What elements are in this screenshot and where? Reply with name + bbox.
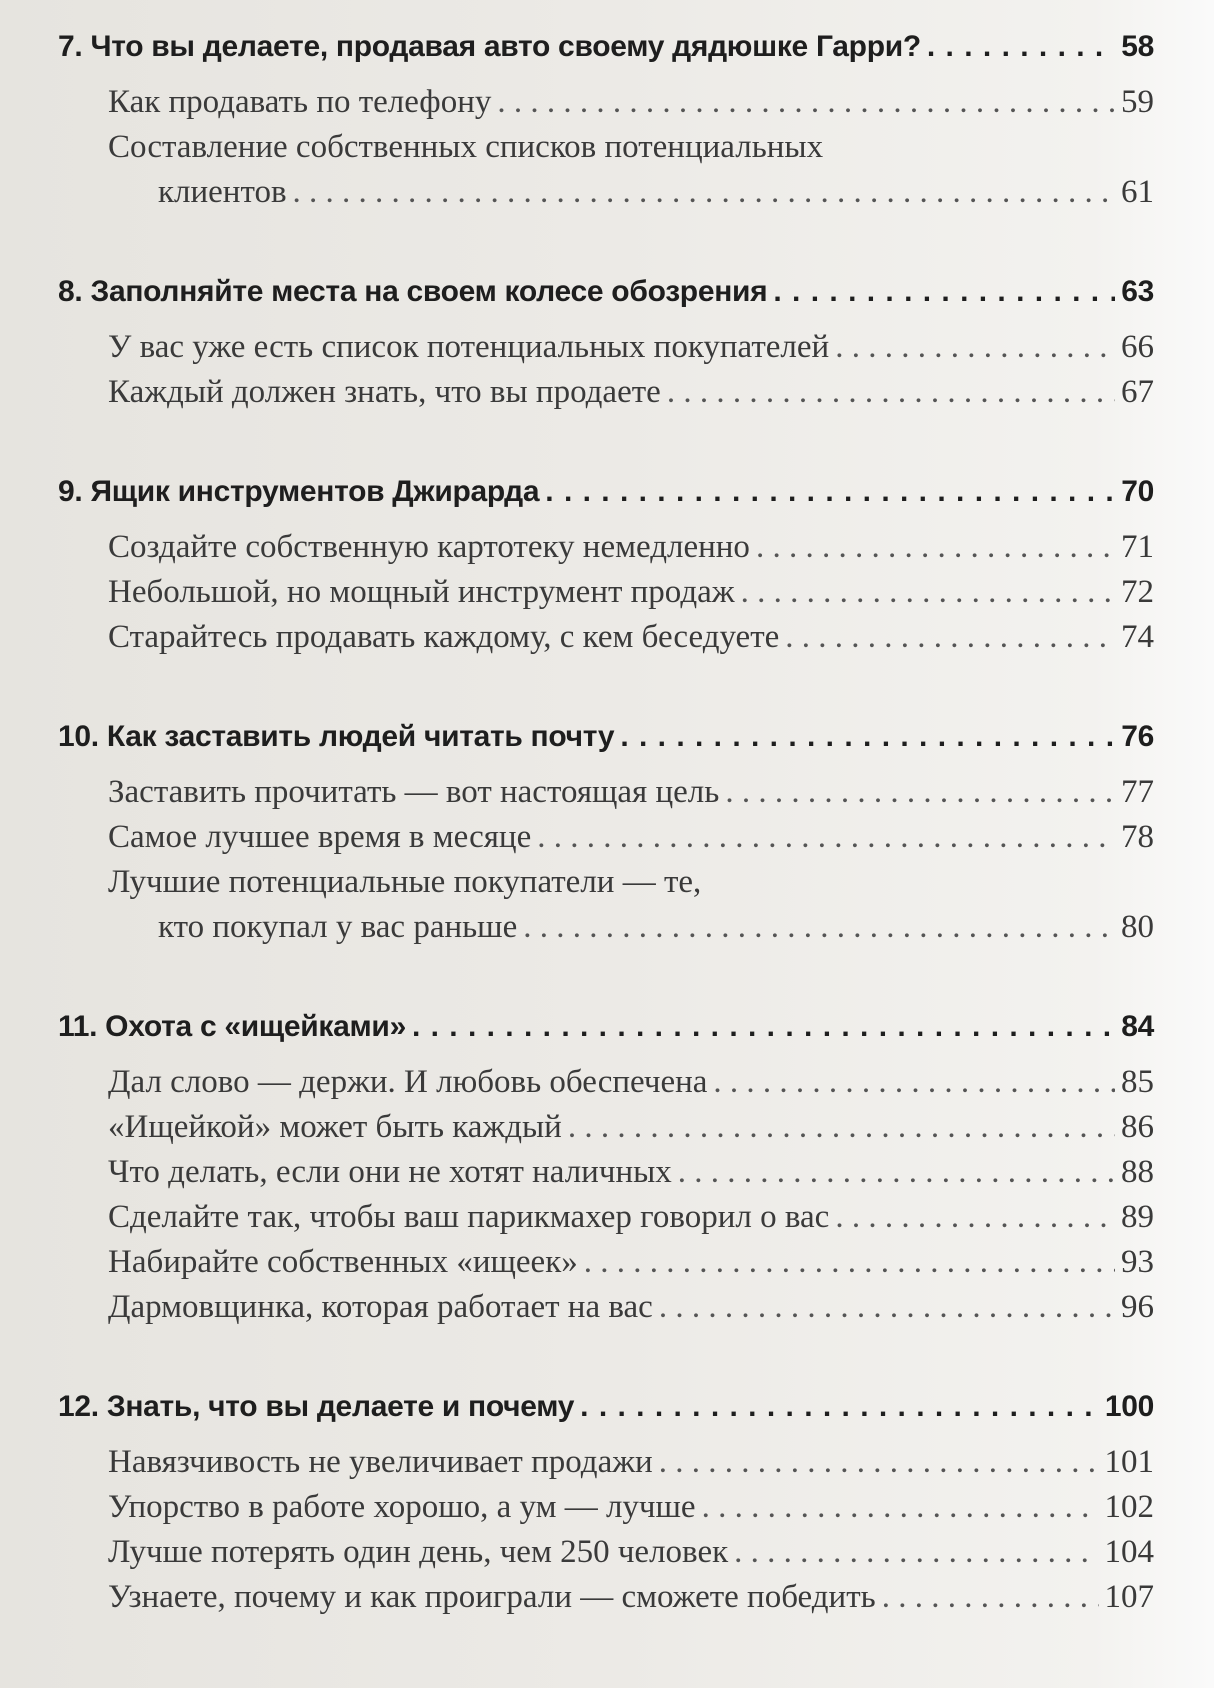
chapter-heading[interactable] <box>58 475 1154 521</box>
section-entry[interactable] <box>108 374 1154 419</box>
dot-leader <box>713 1064 1115 1101</box>
chapter-title: 11. Охота с «ищейками» <box>58 1010 406 1043</box>
section-title: Сделайте так, чтобы ваш парикмахер говорил о вас <box>108 1199 830 1235</box>
chapter-heading[interactable] <box>58 720 1154 766</box>
dot-leader <box>835 329 1115 366</box>
section-page-number: 59 <box>1121 84 1154 120</box>
chapter-10 <box>58 720 1154 954</box>
chapter-12 <box>58 1390 1154 1624</box>
dot-leader <box>497 84 1115 121</box>
section-entry[interactable] <box>108 84 1154 129</box>
section-page-number: 107 <box>1104 1579 1154 1615</box>
dot-leader <box>412 1010 1114 1044</box>
section-list <box>58 1064 1154 1334</box>
section-title: Лучше потерять один день, чем 250 человек <box>108 1534 729 1570</box>
dot-leader <box>678 1154 1115 1191</box>
dot-leader <box>835 1199 1115 1236</box>
section-title-line[interactable]: Лучшие потенциальные покупатели — те, <box>108 864 702 900</box>
section-entry[interactable] <box>108 1534 1154 1579</box>
section-title: Небольшой, но мощный инструмент продаж <box>108 574 735 610</box>
section-page-number: 104 <box>1104 1534 1154 1570</box>
section-title: Старайтесь продавать каждому, с кем беседуете <box>108 619 780 655</box>
dot-leader <box>620 720 1115 754</box>
chapter-8 <box>58 275 1154 419</box>
chapter-page-number: 70 <box>1121 475 1154 508</box>
dot-leader <box>580 1390 1099 1424</box>
section-title: Заставить прочитать — вот настоящая цель <box>108 774 720 810</box>
section-list <box>58 329 1154 419</box>
section-page-number: 74 <box>1121 619 1154 655</box>
dot-leader <box>734 1534 1098 1571</box>
section-title-continuation: кто покупал у вас раньше <box>158 909 518 945</box>
dot-leader <box>756 529 1115 566</box>
chapter-page-number: 63 <box>1121 275 1154 308</box>
section-page-number: 78 <box>1121 819 1154 855</box>
dot-leader <box>882 1579 1099 1616</box>
section-page-number: 61 <box>1121 174 1154 210</box>
section-list <box>58 529 1154 664</box>
chapter-page-number: 100 <box>1104 1390 1154 1423</box>
section-entry[interactable] <box>108 1154 1154 1199</box>
section-title: Навязчивость не увеличивает продажи <box>108 1444 653 1480</box>
section-entry[interactable] <box>108 574 1154 619</box>
dot-leader <box>667 374 1115 411</box>
chapter-title: 10. Как заставить людей читать почту <box>58 720 615 753</box>
section-entry[interactable] <box>108 1199 1154 1244</box>
section-entry[interactable] <box>108 1289 1154 1334</box>
dot-leader <box>584 1244 1115 1281</box>
section-page-number: 96 <box>1121 1289 1154 1325</box>
chapter-page-number: 76 <box>1121 720 1154 753</box>
chapter-heading[interactable] <box>58 30 1154 76</box>
chapter-title: 8. Заполняйте места на своем колесе обозрения <box>58 275 768 308</box>
section-title: У вас уже есть список потенциальных покупателей <box>108 329 830 365</box>
section-page-number: 85 <box>1121 1064 1154 1100</box>
section-page-number: 66 <box>1121 329 1154 365</box>
section-title-continuation: клиентов <box>158 174 287 210</box>
dot-leader <box>741 574 1115 611</box>
section-title: «Ищейкой» может быть каждый <box>108 1109 562 1145</box>
section-entry[interactable] <box>108 1579 1154 1624</box>
dot-leader <box>659 1289 1115 1326</box>
section-title: Создайте собственную картотеку немедленно <box>108 529 750 565</box>
section-page-number: 101 <box>1104 1444 1154 1480</box>
section-entry[interactable] <box>108 1244 1154 1289</box>
section-page-number: 80 <box>1121 909 1154 945</box>
section-title-line[interactable]: Составление собственных списков потенциальных <box>108 129 824 165</box>
dot-leader <box>927 30 1115 64</box>
dot-leader <box>537 819 1115 856</box>
dot-leader <box>659 1444 1099 1481</box>
section-title: Набирайте собственных «ищеек» <box>108 1244 578 1280</box>
section-title: Узнаете, почему и как проиграли — сможете победить <box>108 1579 876 1615</box>
dot-leader <box>725 774 1115 811</box>
chapter-page-number: 58 <box>1121 30 1154 63</box>
section-title: Что делать, если они не хотят наличных <box>108 1154 672 1190</box>
section-page-number: 86 <box>1121 1109 1154 1145</box>
section-entry[interactable] <box>108 1444 1154 1489</box>
section-entry[interactable] <box>108 909 1154 954</box>
section-page-number: 72 <box>1121 574 1154 610</box>
section-list <box>58 1444 1154 1624</box>
section-page-number: 102 <box>1104 1489 1154 1525</box>
section-page-number: 67 <box>1121 374 1154 410</box>
section-entry[interactable] <box>108 329 1154 374</box>
chapter-heading[interactable] <box>58 1390 1154 1436</box>
dot-leader <box>702 1489 1099 1526</box>
dot-leader <box>545 475 1115 509</box>
section-title: Как продавать по телефону <box>108 84 492 120</box>
section-title: Каждый должен знать, что вы продаете <box>108 374 661 410</box>
section-list <box>58 774 1154 954</box>
chapter-11 <box>58 1010 1154 1334</box>
section-entry[interactable] <box>108 1489 1154 1534</box>
section-entry[interactable] <box>108 619 1154 664</box>
section-list <box>58 84 1154 219</box>
section-entry[interactable] <box>108 174 1154 219</box>
chapter-heading[interactable] <box>58 1010 1154 1056</box>
chapter-9 <box>58 475 1154 664</box>
dot-leader <box>785 619 1115 656</box>
chapter-title: 9. Ящик инструментов Джирарда <box>58 475 540 508</box>
dot-leader <box>293 174 1112 211</box>
section-page-number: 89 <box>1121 1199 1154 1235</box>
chapter-title: 12. Знать, что вы делаете и почему <box>58 1390 575 1423</box>
section-entry[interactable] <box>108 1109 1154 1154</box>
dot-leader <box>523 909 1115 946</box>
section-page-number: 93 <box>1121 1244 1154 1280</box>
section-entry[interactable] <box>108 819 1154 864</box>
dot-leader <box>773 275 1115 309</box>
section-title: Самое лучшее время в месяце <box>108 819 532 855</box>
chapter-heading[interactable] <box>58 275 1154 321</box>
chapter-title: 7. Что вы делаете, продавая авто своему дядюшке Гарри? <box>58 30 921 63</box>
section-title: Упорство в работе хорошо, а ум — лучше <box>108 1489 696 1525</box>
section-entry[interactable] <box>108 529 1154 574</box>
dot-leader <box>568 1109 1115 1146</box>
chapter-page-number: 84 <box>1121 1010 1154 1043</box>
section-title: Дал слово — держи. И любовь обеспечена <box>108 1064 708 1100</box>
section-page-number: 71 <box>1121 529 1154 565</box>
section-entry[interactable] <box>108 1064 1154 1109</box>
chapter-7 <box>58 30 1154 219</box>
section-page-number: 88 <box>1121 1154 1154 1190</box>
section-entry[interactable] <box>108 774 1154 819</box>
section-page-number: 77 <box>1121 774 1154 810</box>
section-title: Дармовщинка, которая работает на вас <box>108 1289 653 1325</box>
